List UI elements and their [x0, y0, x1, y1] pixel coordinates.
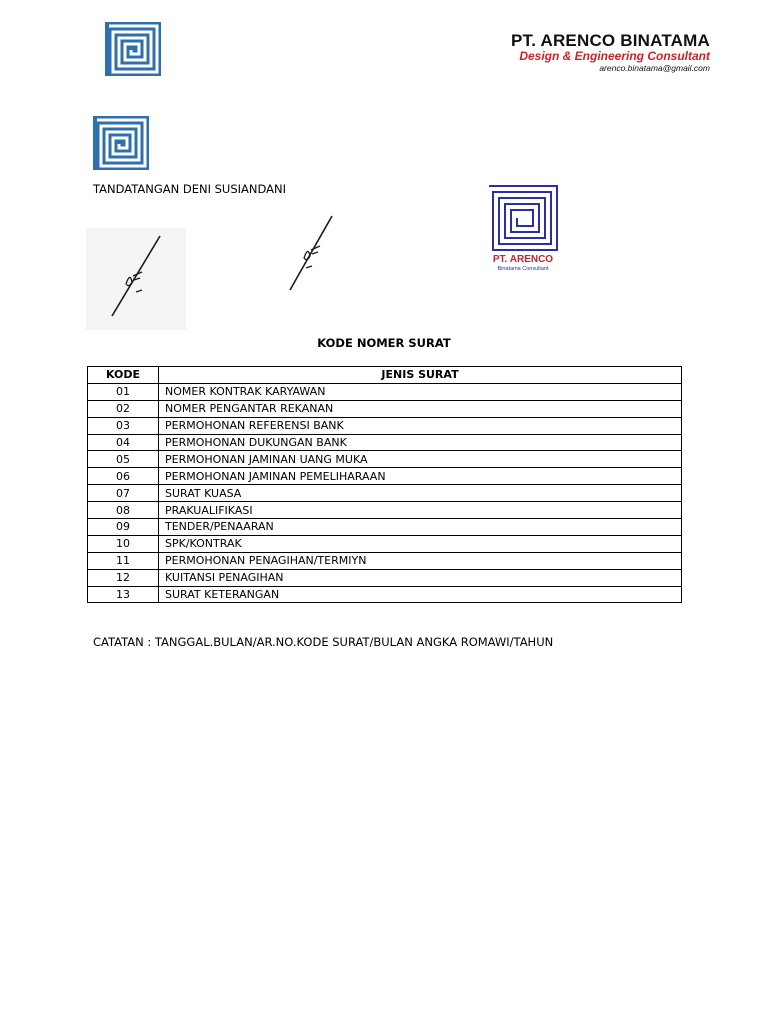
company-logo-icon [93, 116, 149, 170]
table-row [88, 535, 682, 552]
row-kode: 02 [88, 400, 159, 417]
company-stamp [487, 184, 559, 272]
table-row [88, 552, 682, 569]
row-jenis-surat: PERMOHONAN REFERENSI BANK [159, 417, 682, 434]
column-header-kode: KODE [88, 367, 159, 384]
table-row [88, 451, 682, 468]
row-jenis-surat: PERMOHONAN JAMINAN PEMELIHARAAN [159, 468, 682, 485]
table-row [88, 400, 682, 417]
table-row [88, 485, 682, 502]
company-tagline: Design & Engineering Consultant [519, 49, 710, 63]
table-row [88, 417, 682, 434]
row-jenis-surat: NOMER KONTRAK KARYAWAN [159, 383, 682, 400]
note-text: CATATAN : TANGGAL.BULAN/AR.NO.KODE SURAT/BULAN ANGKA ROMAWI/TAHUN [93, 635, 554, 649]
row-kode: 06 [88, 468, 159, 485]
table-row [88, 569, 682, 586]
row-kode: 10 [88, 535, 159, 552]
letter-code-table [87, 366, 682, 603]
row-kode: 08 [88, 502, 159, 519]
row-kode: 04 [88, 434, 159, 451]
table-row [88, 519, 682, 536]
company-name: PT. ARENCO BINATAMA [511, 31, 710, 50]
row-kode: 07 [88, 485, 159, 502]
table-row [88, 502, 682, 519]
row-jenis-surat: TENDER/PENAARAN [159, 519, 682, 536]
signature-title: TANDATANGAN DENI SUSIANDANI [93, 182, 287, 196]
stamp-name: PT. ARENCO [492, 254, 554, 265]
row-jenis-surat: PERMOHONAN PENAGIHAN/TERMIYN [159, 552, 682, 569]
company-email: arenco.binatama@gmail.com [599, 63, 710, 73]
row-jenis-surat: PERMOHONAN DUKUNGAN BANK [159, 434, 682, 451]
row-jenis-surat: PRAKUALIFIKASI [159, 502, 682, 519]
table-row [88, 434, 682, 451]
signature-image-2 [280, 212, 350, 292]
table-header-row [88, 367, 682, 384]
row-kode: 11 [88, 552, 159, 569]
table-row [88, 586, 682, 603]
row-kode: 05 [88, 451, 159, 468]
row-jenis-surat: SPK/KONTRAK [159, 535, 682, 552]
company-header [511, 32, 710, 74]
column-header-jenis: JENIS SURAT [159, 367, 682, 384]
signature-image-1 [86, 228, 186, 330]
row-kode: 03 [88, 417, 159, 434]
row-jenis-surat: PERMOHONAN JAMINAN UANG MUKA [159, 451, 682, 468]
company-logo-icon [105, 22, 161, 76]
row-kode: 12 [88, 569, 159, 586]
row-jenis-surat: NOMER PENGANTAR REKANAN [159, 400, 682, 417]
table-row [88, 468, 682, 485]
table-row [88, 383, 682, 400]
row-jenis-surat: SURAT KETERANGAN [159, 586, 682, 603]
row-jenis-surat: SURAT KUASA [159, 485, 682, 502]
row-kode: 13 [88, 586, 159, 603]
row-kode: 01 [88, 383, 159, 400]
table-title: KODE NOMER SURAT [317, 336, 451, 350]
stamp-subtitle: Binatama Consultant [497, 266, 549, 272]
row-jenis-surat: KUITANSI PENAGIHAN [159, 569, 682, 586]
row-kode: 09 [88, 519, 159, 536]
